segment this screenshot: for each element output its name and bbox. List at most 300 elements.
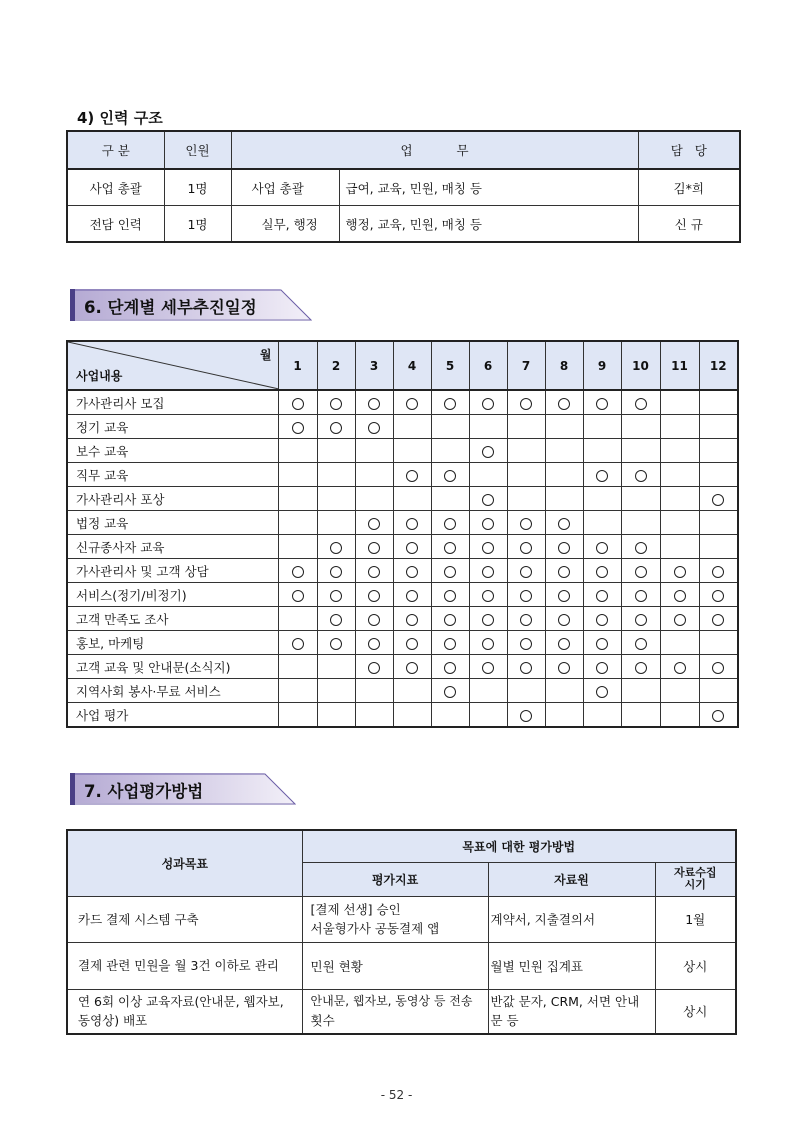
scheduled-mark-icon — [406, 590, 418, 602]
schedule-cell-month-4 — [393, 535, 431, 559]
schedule-cell-month-7 — [507, 583, 545, 607]
scheduled-mark-icon — [330, 566, 342, 578]
schedule-cell-month-9 — [583, 535, 621, 559]
scheduled-mark-icon — [368, 638, 380, 650]
evaluation-header-goal: 성과목표 — [67, 830, 302, 896]
schedule-cell-month-1 — [278, 703, 317, 728]
corner-content-label: 사업내용 — [76, 369, 123, 383]
scheduled-mark-icon — [406, 470, 418, 482]
schedule-cell-month-8 — [545, 390, 583, 415]
schedule-cell-month-3 — [355, 655, 393, 679]
schedule-cell-month-8 — [545, 679, 583, 703]
schedule-cell-month-8 — [545, 535, 583, 559]
month-header-3: 3 — [355, 341, 393, 390]
schedule-cell-month-12 — [699, 535, 738, 559]
table-row — [67, 390, 738, 415]
table-row — [67, 463, 738, 487]
schedule-cell-month-4 — [393, 583, 431, 607]
scheduled-mark-icon — [596, 614, 608, 626]
scheduled-mark-icon — [596, 398, 608, 410]
schedule-cell-month-5 — [431, 559, 469, 583]
schedule-cell-month-9 — [583, 511, 621, 535]
schedule-cell-month-11 — [660, 583, 699, 607]
scheduled-mark-icon — [520, 662, 532, 674]
scheduled-mark-icon — [330, 542, 342, 554]
evaluation-source: 반값 문자, CRM, 서면 안내문 등 — [488, 989, 655, 1034]
schedule-cell-month-11 — [660, 463, 699, 487]
table-row — [67, 535, 738, 559]
month-header-11: 11 — [660, 341, 699, 390]
scheduled-mark-icon — [330, 614, 342, 626]
schedule-cell-month-3 — [355, 415, 393, 439]
scheduled-mark-icon — [482, 590, 494, 602]
schedule-cell-month-5 — [431, 439, 469, 463]
schedule-cell-month-6 — [469, 535, 507, 559]
schedule-cell-month-3 — [355, 631, 393, 655]
schedule-cell-month-1 — [278, 535, 317, 559]
month-header-1: 1 — [278, 341, 317, 390]
schedule-item-name: 고객 만족도 조사 — [67, 607, 278, 631]
staffing-manager: 신 규 — [638, 206, 740, 243]
schedule-cell-month-6 — [469, 511, 507, 535]
staffing-header-row — [67, 131, 740, 169]
scheduled-mark-icon — [520, 638, 532, 650]
schedule-cell-month-4 — [393, 390, 431, 415]
schedule-cell-month-6 — [469, 415, 507, 439]
schedule-cell-month-5 — [431, 487, 469, 511]
scheduled-mark-icon — [406, 542, 418, 554]
schedule-cell-month-1 — [278, 679, 317, 703]
schedule-cell-month-2 — [317, 703, 355, 728]
scheduled-mark-icon — [712, 566, 724, 578]
scheduled-mark-icon — [558, 518, 570, 530]
schedule-cell-month-4 — [393, 703, 431, 728]
scheduled-mark-icon — [292, 398, 304, 410]
staffing-header-manager: 담 당 — [638, 131, 740, 169]
evaluation-section-title: 7. 사업평가방법 — [84, 782, 204, 801]
schedule-cell-month-11 — [660, 487, 699, 511]
month-header-5: 5 — [431, 341, 469, 390]
schedule-cell-month-9 — [583, 487, 621, 511]
schedule-cell-month-4 — [393, 559, 431, 583]
scheduled-mark-icon — [482, 614, 494, 626]
scheduled-mark-icon — [368, 398, 380, 410]
schedule-cell-month-12 — [699, 583, 738, 607]
schedule-item-name: 신규종사자 교육 — [67, 535, 278, 559]
schedule-cell-month-1 — [278, 439, 317, 463]
schedule-cell-month-9 — [583, 583, 621, 607]
scheduled-mark-icon — [444, 566, 456, 578]
schedule-cell-month-12 — [699, 679, 738, 703]
schedule-cell-month-1 — [278, 511, 317, 535]
scheduled-mark-icon — [482, 398, 494, 410]
evaluation-section-banner — [70, 773, 296, 805]
evaluation-indicator — [302, 896, 488, 942]
schedule-cell-month-12 — [699, 511, 738, 535]
scheduled-mark-icon — [444, 518, 456, 530]
scheduled-mark-icon — [674, 566, 686, 578]
schedule-cell-month-11 — [660, 511, 699, 535]
schedule-cell-month-10 — [621, 559, 660, 583]
schedule-cell-month-7 — [507, 487, 545, 511]
table-row — [67, 942, 736, 989]
scheduled-mark-icon — [596, 566, 608, 578]
schedule-cell-month-7 — [507, 679, 545, 703]
schedule-item-name: 법정 교육 — [67, 511, 278, 535]
page-number: - 52 - — [380, 1088, 413, 1102]
month-header-10: 10 — [621, 341, 660, 390]
scheduled-mark-icon — [635, 542, 647, 554]
schedule-cell-month-6 — [469, 607, 507, 631]
scheduled-mark-icon — [635, 398, 647, 410]
schedule-cell-month-2 — [317, 535, 355, 559]
scheduled-mark-icon — [482, 446, 494, 458]
table-row — [67, 703, 738, 728]
schedule-cell-month-5 — [431, 655, 469, 679]
schedule-cell-month-5 — [431, 583, 469, 607]
schedule-cell-month-7 — [507, 390, 545, 415]
evaluation-source: 계약서, 지출결의서 — [488, 896, 655, 942]
scheduled-mark-icon — [558, 590, 570, 602]
schedule-cell-month-1 — [278, 655, 317, 679]
schedule-cell-month-1 — [278, 390, 317, 415]
schedule-cell-month-5 — [431, 631, 469, 655]
staffing-section-title: 4) 인력 구조 — [77, 109, 163, 127]
schedule-cell-month-11 — [660, 631, 699, 655]
table-row — [67, 679, 738, 703]
scheduled-mark-icon — [444, 614, 456, 626]
scheduled-mark-icon — [444, 470, 456, 482]
scheduled-mark-icon — [368, 662, 380, 674]
table-row — [67, 631, 738, 655]
schedule-cell-month-8 — [545, 559, 583, 583]
scheduled-mark-icon — [520, 518, 532, 530]
evaluation-header-method-group: 목표에 대한 평가방법 — [302, 830, 736, 862]
scheduled-mark-icon — [444, 638, 456, 650]
scheduled-mark-icon — [596, 686, 608, 698]
scheduled-mark-icon — [520, 542, 532, 554]
scheduled-mark-icon — [406, 398, 418, 410]
scheduled-mark-icon — [635, 638, 647, 650]
schedule-cell-month-11 — [660, 607, 699, 631]
scheduled-mark-icon — [330, 638, 342, 650]
schedule-cell-month-1 — [278, 607, 317, 631]
schedule-cell-month-10 — [621, 679, 660, 703]
schedule-cell-month-8 — [545, 463, 583, 487]
scheduled-mark-icon — [292, 638, 304, 650]
scheduled-mark-icon — [444, 398, 456, 410]
schedule-cell-month-7 — [507, 463, 545, 487]
month-header-7: 7 — [507, 341, 545, 390]
schedule-cell-month-2 — [317, 415, 355, 439]
schedule-cell-month-6 — [469, 487, 507, 511]
timing-line-1: 자료수집 — [673, 866, 717, 879]
schedule-cell-month-8 — [545, 607, 583, 631]
scheduled-mark-icon — [520, 710, 532, 722]
schedule-cell-month-9 — [583, 631, 621, 655]
scheduled-mark-icon — [558, 398, 570, 410]
schedule-cell-month-9 — [583, 559, 621, 583]
evaluation-goal: 결제 관련 민원을 월 3건 이하로 관리 — [67, 942, 302, 989]
schedule-cell-month-10 — [621, 655, 660, 679]
schedule-cell-month-12 — [699, 559, 738, 583]
evaluation-header-timing — [655, 862, 736, 896]
staffing-count: 1명 — [164, 206, 231, 243]
schedule-cell-month-7 — [507, 415, 545, 439]
schedule-cell-month-5 — [431, 511, 469, 535]
schedule-cell-month-11 — [660, 535, 699, 559]
schedule-cell-month-5 — [431, 703, 469, 728]
schedule-cell-month-10 — [621, 607, 660, 631]
staffing-category: 사업 총괄 — [67, 169, 164, 206]
indicator-line-1: 안내문, 웹자보, 동영상 등 전송 — [310, 994, 473, 1009]
staffing-duty-main: 사업 총괄 — [231, 169, 339, 206]
schedule-cell-month-2 — [317, 463, 355, 487]
schedule-cell-month-4 — [393, 655, 431, 679]
schedule-cell-month-7 — [507, 655, 545, 679]
staffing-header-category: 구 분 — [67, 131, 164, 169]
schedule-cell-month-11 — [660, 439, 699, 463]
schedule-cell-month-8 — [545, 631, 583, 655]
schedule-cell-month-1 — [278, 415, 317, 439]
schedule-cell-month-4 — [393, 607, 431, 631]
scheduled-mark-icon — [482, 638, 494, 650]
scheduled-mark-icon — [368, 590, 380, 602]
schedule-cell-month-7 — [507, 535, 545, 559]
scheduled-mark-icon — [596, 470, 608, 482]
schedule-cell-month-3 — [355, 439, 393, 463]
schedule-cell-month-3 — [355, 535, 393, 559]
schedule-cell-month-10 — [621, 631, 660, 655]
scheduled-mark-icon — [558, 638, 570, 650]
scheduled-mark-icon — [596, 542, 608, 554]
indicator-line-2: 횟수 — [310, 1013, 335, 1029]
indicator-line-1: [결제 선생] 승인 — [310, 902, 401, 917]
staffing-manager: 김*희 — [638, 169, 740, 206]
evaluation-header-row — [67, 830, 736, 862]
scheduled-mark-icon — [596, 662, 608, 674]
table-row — [67, 487, 738, 511]
scheduled-mark-icon — [482, 518, 494, 530]
schedule-cell-month-10 — [621, 487, 660, 511]
scheduled-mark-icon — [406, 566, 418, 578]
schedule-cell-month-11 — [660, 679, 699, 703]
scheduled-mark-icon — [368, 518, 380, 530]
scheduled-mark-icon — [520, 566, 532, 578]
scheduled-mark-icon — [368, 542, 380, 554]
schedule-cell-month-4 — [393, 511, 431, 535]
staffing-duty-detail: 행정, 교육, 민원, 매칭 등 — [339, 206, 638, 243]
schedule-cell-month-3 — [355, 679, 393, 703]
schedule-cell-month-3 — [355, 511, 393, 535]
scheduled-mark-icon — [712, 614, 724, 626]
schedule-cell-month-2 — [317, 390, 355, 415]
scheduled-mark-icon — [368, 422, 380, 434]
scheduled-mark-icon — [712, 710, 724, 722]
table-row — [67, 655, 738, 679]
month-header-9: 9 — [583, 341, 621, 390]
evaluation-header-source: 자료원 — [488, 862, 655, 896]
evaluation-goal: 카드 결제 시스템 구축 — [67, 896, 302, 942]
schedule-cell-month-7 — [507, 631, 545, 655]
staffing-count: 1명 — [164, 169, 231, 206]
schedule-cell-month-3 — [355, 487, 393, 511]
schedule-cell-month-12 — [699, 390, 738, 415]
schedule-cell-month-10 — [621, 463, 660, 487]
schedule-cell-month-11 — [660, 559, 699, 583]
schedule-cell-month-7 — [507, 439, 545, 463]
schedule-section-banner — [70, 289, 312, 321]
schedule-cell-month-9 — [583, 463, 621, 487]
schedule-item-name: 가사관리사 포상 — [67, 487, 278, 511]
schedule-cell-month-6 — [469, 463, 507, 487]
scheduled-mark-icon — [635, 662, 647, 674]
schedule-cell-month-12 — [699, 415, 738, 439]
table-row — [67, 583, 738, 607]
schedule-cell-month-1 — [278, 487, 317, 511]
table-row — [67, 415, 738, 439]
scheduled-mark-icon — [674, 590, 686, 602]
scheduled-mark-icon — [674, 614, 686, 626]
scheduled-mark-icon — [292, 566, 304, 578]
table-row — [67, 439, 738, 463]
scheduled-mark-icon — [368, 566, 380, 578]
scheduled-mark-icon — [330, 398, 342, 410]
schedule-cell-month-2 — [317, 655, 355, 679]
schedule-cell-month-6 — [469, 390, 507, 415]
schedule-cell-month-10 — [621, 535, 660, 559]
table-row — [67, 989, 736, 1034]
schedule-item-name: 가사관리사 모집 — [67, 390, 278, 415]
schedule-cell-month-5 — [431, 535, 469, 559]
evaluation-indicator — [302, 989, 488, 1034]
scheduled-mark-icon — [596, 638, 608, 650]
scheduled-mark-icon — [635, 566, 647, 578]
schedule-cell-month-6 — [469, 703, 507, 728]
evaluation-timing: 1월 — [655, 896, 736, 942]
schedule-cell-month-11 — [660, 703, 699, 728]
schedule-cell-month-7 — [507, 511, 545, 535]
schedule-cell-month-11 — [660, 390, 699, 415]
month-header-8: 8 — [545, 341, 583, 390]
table-row — [67, 607, 738, 631]
schedule-cell-month-5 — [431, 463, 469, 487]
schedule-cell-month-4 — [393, 679, 431, 703]
schedule-cell-month-2 — [317, 583, 355, 607]
schedule-cell-month-12 — [699, 463, 738, 487]
staffing-duty-main: 실무, 행정 — [231, 206, 339, 243]
scheduled-mark-icon — [596, 590, 608, 602]
schedule-cell-month-2 — [317, 439, 355, 463]
scheduled-mark-icon — [520, 398, 532, 410]
scheduled-mark-icon — [444, 662, 456, 674]
schedule-cell-month-9 — [583, 679, 621, 703]
staffing-header-duty: 업 무 — [231, 131, 638, 169]
schedule-cell-month-10 — [621, 390, 660, 415]
schedule-cell-month-10 — [621, 439, 660, 463]
scheduled-mark-icon — [558, 614, 570, 626]
scheduled-mark-icon — [482, 566, 494, 578]
scheduled-mark-icon — [406, 518, 418, 530]
scheduled-mark-icon — [482, 494, 494, 506]
evaluation-table — [66, 829, 737, 1035]
schedule-cell-month-12 — [699, 439, 738, 463]
schedule-cell-month-8 — [545, 655, 583, 679]
schedule-item-name: 사업 평가 — [67, 703, 278, 728]
schedule-cell-month-2 — [317, 559, 355, 583]
schedule-cell-month-3 — [355, 607, 393, 631]
schedule-cell-month-8 — [545, 703, 583, 728]
scheduled-mark-icon — [558, 662, 570, 674]
schedule-cell-month-12 — [699, 631, 738, 655]
schedule-item-name: 고객 교육 및 안내문(소식지) — [67, 655, 278, 679]
schedule-cell-month-10 — [621, 583, 660, 607]
table-row — [67, 169, 740, 206]
schedule-cell-month-9 — [583, 607, 621, 631]
schedule-item-name: 지역사회 봉사·무료 서비스 — [67, 679, 278, 703]
scheduled-mark-icon — [406, 614, 418, 626]
scheduled-mark-icon — [406, 638, 418, 650]
schedule-cell-month-6 — [469, 559, 507, 583]
staffing-duty-detail: 급여, 교육, 민원, 매칭 등 — [339, 169, 638, 206]
schedule-cell-month-5 — [431, 390, 469, 415]
scheduled-mark-icon — [482, 662, 494, 674]
schedule-cell-month-4 — [393, 439, 431, 463]
schedule-item-name: 정기 교육 — [67, 415, 278, 439]
month-header-2: 2 — [317, 341, 355, 390]
schedule-cell-month-2 — [317, 679, 355, 703]
staffing-header-count: 인원 — [164, 131, 231, 169]
schedule-cell-month-10 — [621, 415, 660, 439]
timing-line-2: 시기 — [684, 878, 706, 891]
schedule-cell-month-8 — [545, 415, 583, 439]
schedule-cell-month-10 — [621, 703, 660, 728]
schedule-cell-month-12 — [699, 487, 738, 511]
table-row — [67, 206, 740, 243]
schedule-cell-month-9 — [583, 703, 621, 728]
month-header-4: 4 — [393, 341, 431, 390]
table-row — [67, 896, 736, 942]
scheduled-mark-icon — [330, 422, 342, 434]
schedule-cell-month-6 — [469, 679, 507, 703]
schedule-cell-month-3 — [355, 583, 393, 607]
schedule-cell-month-12 — [699, 703, 738, 728]
schedule-table — [66, 340, 739, 728]
scheduled-mark-icon — [520, 614, 532, 626]
schedule-item-name: 보수 교육 — [67, 439, 278, 463]
scheduled-mark-icon — [558, 566, 570, 578]
schedule-cell-month-4 — [393, 463, 431, 487]
schedule-cell-month-2 — [317, 487, 355, 511]
staffing-table — [66, 130, 741, 243]
schedule-cell-month-2 — [317, 607, 355, 631]
schedule-section-title: 6. 단계별 세부추진일정 — [84, 298, 257, 317]
scheduled-mark-icon — [444, 542, 456, 554]
schedule-cell-month-4 — [393, 631, 431, 655]
schedule-cell-month-6 — [469, 439, 507, 463]
scheduled-mark-icon — [330, 590, 342, 602]
evaluation-header-indicator: 평가지표 — [302, 862, 488, 896]
scheduled-mark-icon — [674, 662, 686, 674]
table-row — [67, 511, 738, 535]
schedule-cell-month-1 — [278, 559, 317, 583]
evaluation-goal: 연 6회 이상 교육자료(안내문, 웹자보, 동영상) 배포 — [67, 989, 302, 1034]
schedule-cell-month-6 — [469, 631, 507, 655]
table-row — [67, 559, 738, 583]
scheduled-mark-icon — [712, 590, 724, 602]
schedule-cell-month-3 — [355, 463, 393, 487]
evaluation-indicator — [302, 942, 488, 989]
